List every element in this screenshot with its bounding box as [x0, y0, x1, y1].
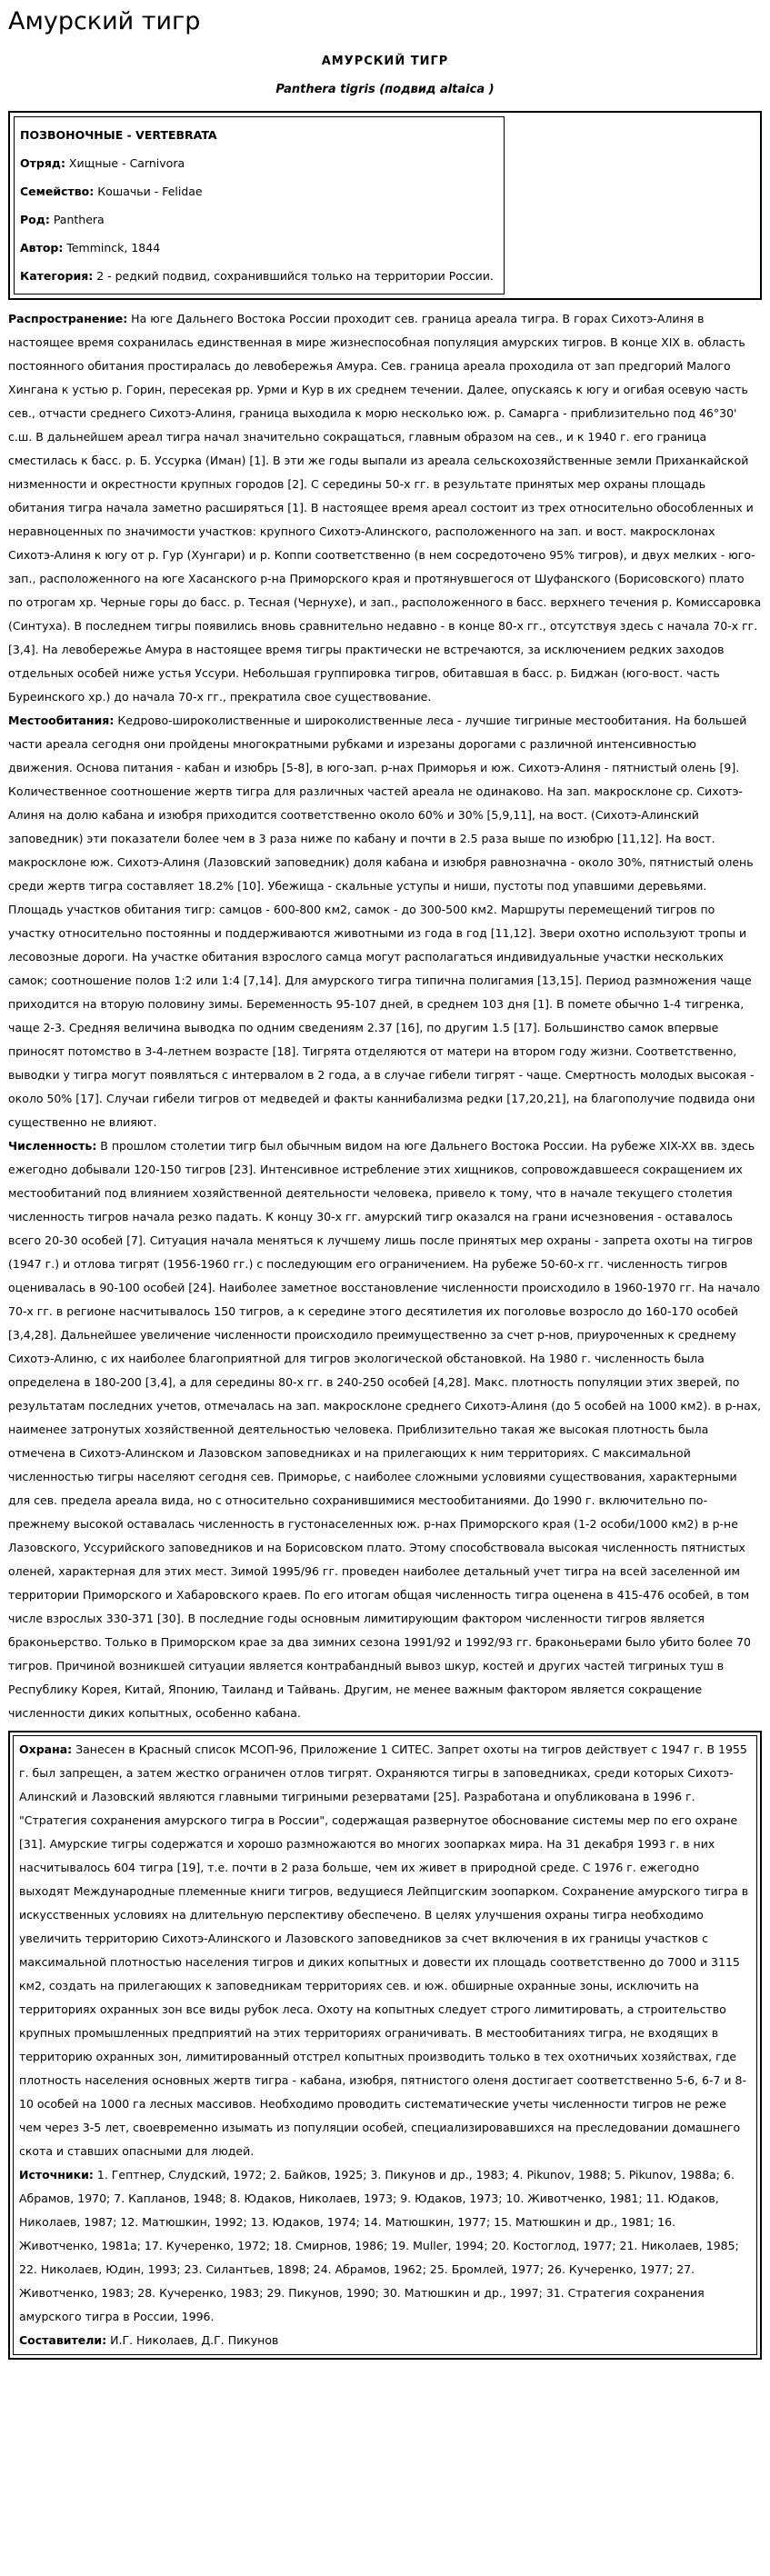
distribution-paragraph: Распространение: На юге Дальнего Востока России проходит сев. граница ареала тигра. В горах Сихотэ-Алиня в настоящее время сохранилась единственная в мире жизнеспособная популяция амурских тигров. В конце XIX в. область постоянного обитания простиралась до левобережья Амура. Сев. граница ареала проходила от зап предгорий Малого Хингана к устью р. Горин, пересекая рр. Урми и Кур в их среднем течении. Далее, опускаясь к югу и огибая осевую часть сев., отчасти среднего Сихотэ-Алиня, граница выходила к морю несколько юж. р. Самарга - приблизительно под 46°30' с.ш. В дальнейшем ареал тигра начал значительно сокращаться, главным образом на сев., и к 1940 г. его граница сместилась к басс. р. Б. Уссурка (Иман) [1]. В эти же годы выпали из ареала сельскохозяйственные земли Приханкайской низменности и окрестности крупных городов [2]. С середины 50-х гг. в результате принятых мер охраны площадь обитания тигра начала заметно расширяться [1]. В настоящее время ареал состоит из трех относительно обособленных и неравноценных по значимости участков: крупного Сихотэ-Алинского, расположенного на зап. и вост. макросклонах Сихотэ-Алиня к югу от р. Гур (Хунгари) и р. Коппи соответственно (в нем сосредоточено 95% тигров), и двух мелких - юго-зап., расположенного на юге Хасанского р-на Приморского края и протянувшегося от Шуфанского (Борисовского) плато по отрогам хр. Черные горы до басс. р. Тесная (Чернухе), и зап., расположенного в басс. верхнего течения р. Комиссаровка (Синтуха). В последнем тигры появились вновь сравнительно недавно - в конце 80-х гг., отсутствуя здесь с начала 70-х гг. [3,4]. На левобережье Амура в настоящее время тигры практически не встречаются, за исключением редких заходов отдельных особей ниже устья Уссури. Небольшая группировка тигров, обитавшая в басс. р. Биджан (юго-вост. часть Буреинского хр.) до начала 70-х гг., прекратила свое существование. — [8, 312, 762, 704]
protection-box-inner — [13, 1735, 757, 2355]
habitat-paragraph: Местообитания: Кедрово-широколиственные и широколиственные леса - лучшие тигриные местообитания. На большей части ареала сегодня они пройдены многократными рубками и изрезаны дорогами с различной интенсивностью движения. Основа питания - кабан и изюбрь [5-8], в юго-зап. р-нах Приморья и юж. Сихотэ-Алиня - пятнистый олень [9]. Количественное соотношение жертв тигра для различных частей ареала не одинаково. На зап. макросклоне ср. Сихотэ-Алиня на долю кабана и изюбря приходится соответственно около 60% и 30% [5,9,11], на вост. (Сихотэ-Алинский заповедник) эти показатели более чем в 3 раза ниже по кабану и почти в 2.5 раза выше по изюбрю [11,12]. На вост. макросклоне юж. Сихотэ-Алиня (Лазовский заповедник) доля кабана и изюбря равнозначна - около 30%, пятнистый олень среди жертв тигра составляет 18.2% [10]. Убежища - скальные уступы и ниши, пустоты под упавшими деревьями. Площадь участков обитания тигр: самцов - 600-800 км2, самок - до 300-500 км2. Маршруты перемещений тигров по участку относительно постоянны и поддерживаются животными из года в год [11,12]. Звери охотно используют тропы и лесовозные дороги. На участке обитания взрослого самца могут располагаться индивидуальные участки нескольких самок; соотношение полов 1:2 или 1:4 [7,14]. Для амурского тигра типична полигамия [13,15]. Период размножения чаще приходится на вторую половину зимы. Беременность 95-107 дней, в среднем 103 дня [1]. В помете обычно 1-4 тигренка, чаще 2-3. Средняя величина выводка по одним сведениям 2.37 [16], по другим 1.5 [17]. Большинство самок впервые приносят потомство в 3-4-летнем возрасте [18]. Тигрята отделяются от матери на втором году жизни. Соответственно, выводки у тигра могут появляться с интервалом в 2 года, а в случае гибели тигрят - чаще. Смертность молодых высокая - около 50% [17]. Случаи гибели тигров от медведей и факты каннибализма редки [17,20,21], на благополучие подвида они существенно не влияют. — [8, 714, 755, 1129]
taxonomy-box — [8, 111, 762, 300]
taxonomy-category: Категория: 2 - редкий подвид, сохранившийся только на территории России. — [20, 269, 494, 283]
protection-paragraph: Охрана: Занесен в Красный список МСОП-96, Приложение 1 СИТЕС. Запрет охоты на тигров действует с 1947 г. В 1955 г. был запрещен, а затем жестко ограничен отлов тигрят. Охраняются тигры в заповедниках, среди которых Сихотэ-Алинский и Лазовский являются главными тигриными резерватами [25]. Разработана и опубликована в 1996 г. "Стратегия сохранения амурского тигра в России", содержащая развернутое обоснование системы мер по его охране [31]. Амурские тигры содержатся и хорошо размножаются во многих зоопарках мира. На 31 декабря 1993 г. в них насчитывалось 604 тигра [19], т.е. почти в 2 раза больше, чем их живет в природной среде. С 1976 г. ежегодно выходят Международные племенные книги тигров, ведущиеся Лейпцигским зоопарком. Сохранение амурского тигра в искусственных условиях на длительную перспективу обеспечено. В целях улучшения охраны тигра необходимо увеличить территорию Сихотэ-Алинского и Лазовского заповедников за счет включения в их границы участков с максимальной плотностью населения тигров и диких копытных и довести их площадь соответственно до 7000 и 3115 км2, создать на прилегающих к заповедникам территориях сев. и юж. обширные охранные зоны, исключить на территориях охранных зон все виды рубок леса. Охоту на копытных следует строго лимитировать, а строительство крупных промышленных предприятий на этих территориях ограничивать. В местообитаниях тигра, не входящих в территорию охранных зон, лимитированный отстрел копытных производить только в тех охотничьих хозяйствах, где плотность населения основных жертв тигра - кабана, изюбря, пятнистого оленя достигает соответственно 5-6, 6-7 и 8-10 особей на 1000 га лесных массивов. Необходимо проводить систематические учеты численности тигров не реже чем через 3-5 лет, своевременно изымать из популяции особей, специализировавшихся на преследовании домашнего скота и ставших опасными для людей. — [19, 1742, 749, 2158]
compilers-paragraph: Составители: И.Г. Николаев, Д.Г. Пикунов — [19, 2333, 279, 2347]
page-title: Амурский тигр — [8, 7, 201, 35]
species-name: АМУРСКИЙ ТИГР — [321, 55, 449, 68]
taxonomy-author: Автор: Temminck, 1844 — [20, 241, 161, 255]
protection-box — [8, 1731, 762, 2360]
taxonomy-family: Семейство: Кошачьи - Felidae — [20, 185, 203, 198]
taxonomy-order: Отряд: Хищные - Carnivora — [20, 156, 185, 170]
population-paragraph: Численность: В прошлом столетии тигр был обычным видом на юге Дальнего Востока России. На рубеже XIX-XX вв. здесь ежегодно добывали 120-150 тигров [23]. Интенсивное истребление этих хищников, сопровождавшееся сокращением их местообитаний под влиянием хозяйственной деятельности человека, привело к тому, что в начале текущего столетия численность тигров начала резко падать. К концу 30-х гг. амурский тигр оказался на грани исчезновения - оставалось всего 20-30 особей [7]. Ситуация начала меняться к лучшему лишь после принятых мер охраны - запрета охоты на тигров (1947 г.) и отлова тигрят (1956-1960 гг.) с последующим его ограничением. На рубеже 50-60-х гг. численность тигров оценивалась в 90-100 особей [24]. Наиболее заметное восстановление численности происходило в 1960-1970 гг. На начало 70-х гг. в регионе насчитывалось 150 тигров, а к середине этого десятилетия их поголовье возросло до 160-170 особей [3,4,28]. Дальнейшее увеличение численности происходило преимущественно за счет р-нов, приуроченных к среднему Сихотэ-Алиню, с их наиболее благоприятной для тигров экологической обстановкой. На 1980 г. численность была определена в 180-200 [3,4], а для середины 80-х гг. в 240-250 особей [4,28]. Макс. плотность популяции этих зверей, по результатам последних учетов, отмечалась на зап. макросклоне среднего Сихотэ-Алиня (до 5 особей на 1000 км2). в р-нах, наименее затронутых хозяйственной деятельностью человека. Приблизительно такая же высокая плотность была отмечена в Сихотэ-Алинском и Лазовском заповедниках и на прилегающих к ним территориях. С максимальной численностью тигры населяют сегодня сев. Приморье, с наиболее сложными условиями существования, характерными для сев. предела ареала вида, но с относительно сохранившимися местообитаниями. До 1990 г. включительно по-прежнему высокой оставалась численность в густонаселенных юж. р-нах Приморского края (1-2 особи/1000 км2) в р-не Лазовского, Уссурийского заповедников и на Борисовском плато. Этому способствовала высокая численность пятнистых оленей, характерная для этих мест. Зимой 1995/96 гг. проведен наиболее детальный учет тигра на всей заселенной им территории Приморского и Хабаровского краев. По его итогам общая численность тигра оценена в 415-476 особей, в том числе взрослых 330-371 [30]. В последние годы основным лимитирующим фактором численности тигров является браконьерство. Только в Приморском крае за два зимних сезона 1991/92 и 1992/93 гг. браконьерами было убито более 70 тигров. Причиной возникшей ситуации является контрабандный вывоз шкур, костей и других частей тигриных туш в Республику Корея, Китай, Японию, Таиланд и Тайвань. Другим, не менее важным фактором является сокращение численности диких копытных, особенно кабана. — [8, 1139, 762, 1720]
sources-paragraph: Источники: 1. Гептнер, Слудский, 1972; 2. Байков, 1925; 3. Пикунов и др., 1983; 4. Pikunov, 1988; 5. Pikunov, 1988a; 6. Абрамов, 1970; 7. Капланов, 1948; 8. Юдаков, Николаев, 1973; 9. Юдаков, 1973; 10. Животченко, 1981; 11. Юдаков, Николаев, 1987; 12. Матюшкин, 1992; 13. Юдаков, 1974; 14. Матюшкин, 1977; 15. Матюшкин и др., 1981; 16. Животченко, 1981a; 17. Кучеренко, 1972; 18. Смирнов, 1986; 19. Muller, 1994; 20. Костоглод, 1977; 21. Николаев, 1985; 22. Николаев, Юдин, 1993; 23. Силантьев, 1898; 24. Абрамов, 1962; 25. Бромлей, 1977; 26. Кучеренко, 1977; 27. Животченко, 1983; 28. Кучеренко, 1983; 29. Пикунов, 1990; 30. Матюшкин и др., 1997; 31. Стратегия сохранения амурского тигра в России, 1996. — [19, 2168, 739, 2323]
taxonomy-genus: Род: Panthera — [20, 213, 105, 226]
species-latin-name: Panthera tigris (подвид altaica ) — [275, 83, 495, 96]
taxonomy-group: ПОЗВОНОЧНЫЕ - VERTEBRATA — [20, 128, 217, 142]
taxonomy-table — [14, 116, 505, 295]
main-text — [8, 307, 762, 1725]
